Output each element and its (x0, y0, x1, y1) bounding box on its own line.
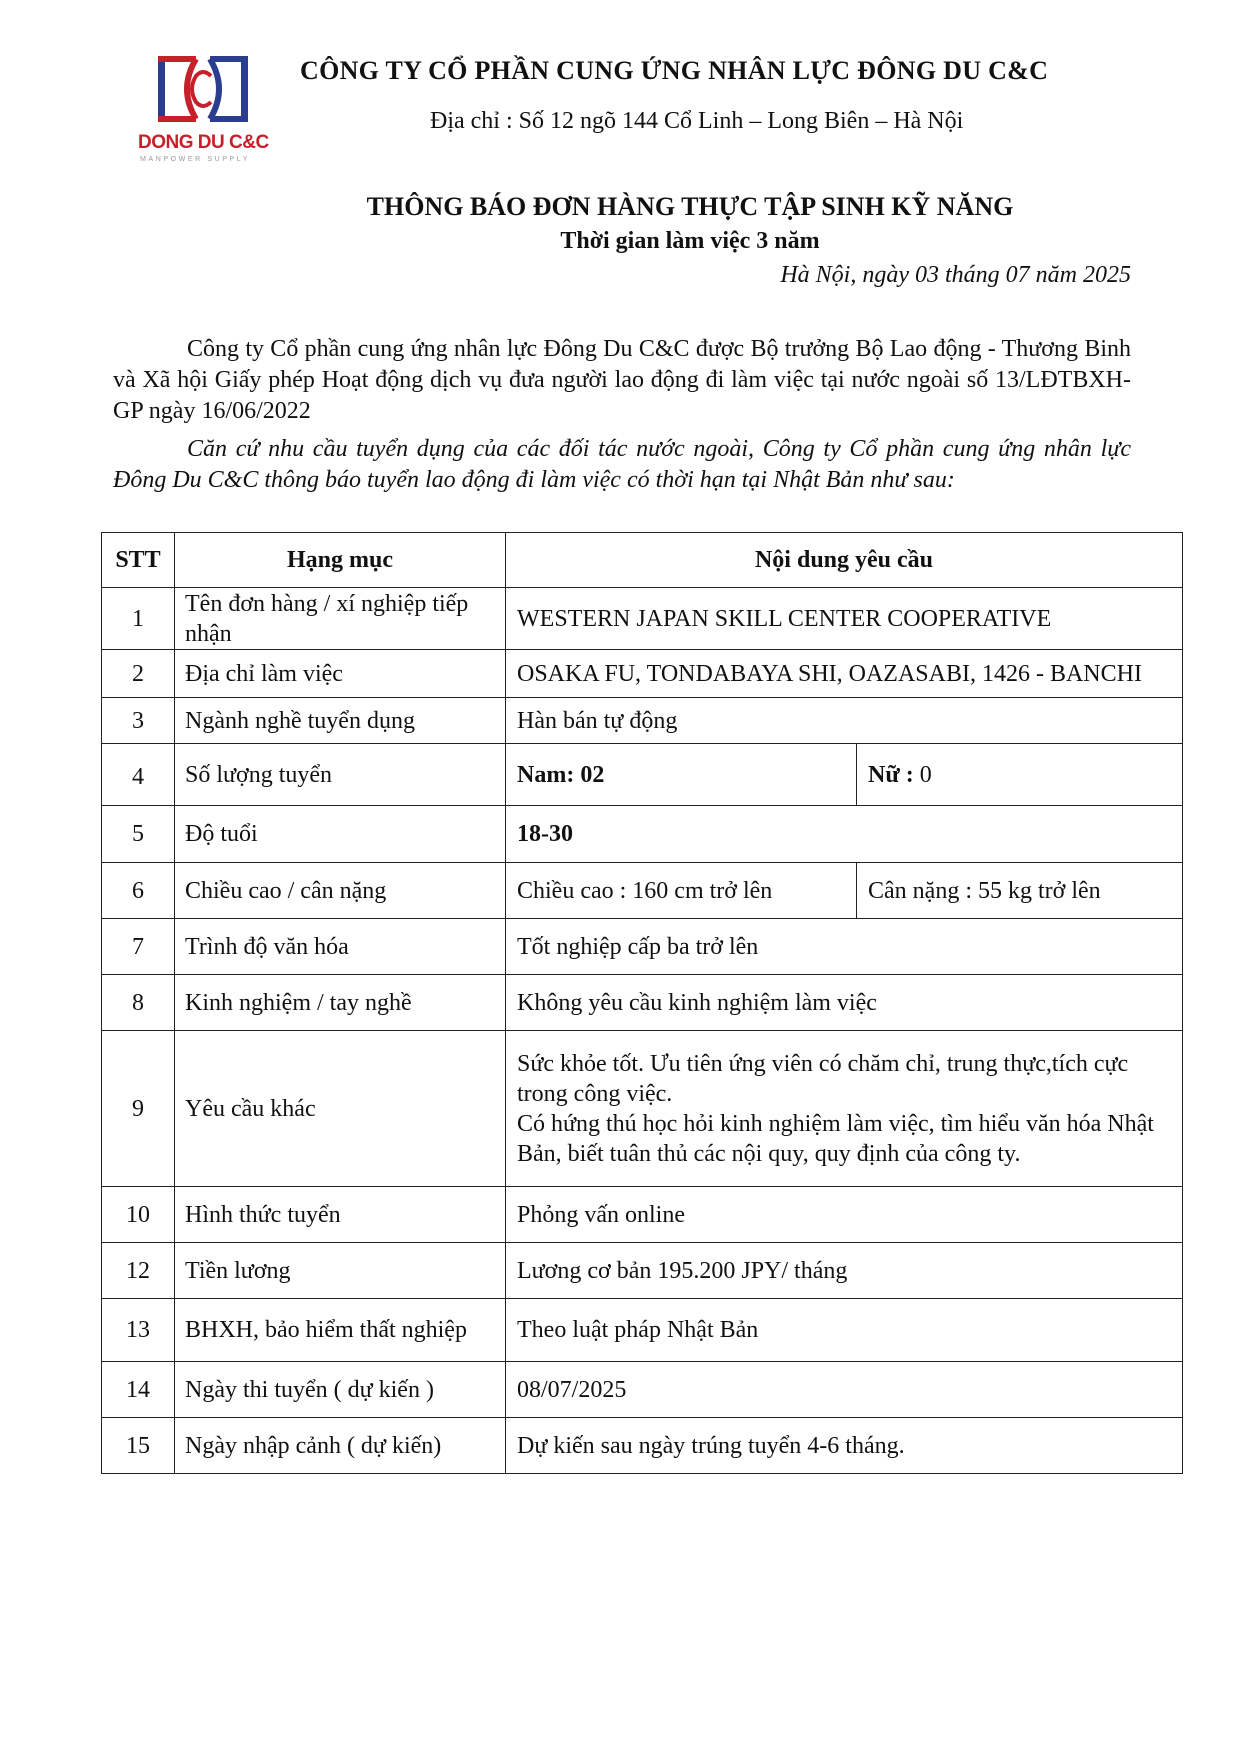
table-row (102, 1243, 1183, 1299)
header-content: Nội dung yêu cầu (506, 533, 1183, 588)
row-stt: 15 (102, 1418, 175, 1474)
row-category: Số lượng tuyển (175, 744, 506, 806)
logo-mark-icon (128, 50, 278, 134)
row-category: Độ tuổi (175, 806, 506, 863)
row-value: Lương cơ bản 195.200 JPY/ tháng (506, 1243, 1183, 1299)
row-value: WESTERN JAPAN SKILL CENTER COOPERATIVE (506, 588, 1183, 650)
logo-text: DONG DU C&C (138, 132, 269, 153)
row-category: Chiều cao / cân nặng (175, 863, 506, 919)
requirement-line-2: Có hứng thú học hỏi kinh nghiệm làm việc, tìm hiểu văn hóa Nhật Bản, biết tuân thủ các nội quy, quy định của công ty. (517, 1110, 1154, 1167)
row-value: Phỏng vấn online (506, 1187, 1183, 1243)
row-category: Yêu cầu khác (175, 1031, 506, 1187)
row-stt: 13 (102, 1299, 175, 1362)
table-row (102, 698, 1183, 744)
row-category: Ngày thi tuyển ( dự kiến ) (175, 1362, 506, 1418)
company-logo (128, 50, 278, 166)
row-category: Kinh nghiệm / tay nghề (175, 975, 506, 1031)
row-value: 18-30 (506, 806, 1183, 863)
row-value: Tốt nghiệp cấp ba trở lên (506, 919, 1183, 975)
row-value: Theo luật pháp Nhật Bản (506, 1299, 1183, 1362)
header-stt: STT (102, 533, 175, 588)
row-stt: 14 (102, 1362, 175, 1418)
table-row (102, 1362, 1183, 1418)
row-category: Tên đơn hàng / xí nghiệp tiếp nhận (175, 588, 506, 650)
row-value: OSAKA FU, TONDABAYA SHI, OAZASABI, 1426 - BANCHI (506, 650, 1183, 698)
row-stt: 12 (102, 1243, 175, 1299)
table-header-row (102, 533, 1183, 588)
company-address: Địa chỉ : Số 12 ngõ 144 Cổ Linh – Long Biên – Hà Nội (430, 108, 964, 134)
table-row (102, 863, 1183, 919)
basis-paragraph: Căn cứ nhu cầu tuyển dụng của các đối tác nước ngoài, Công ty Cổ phần cung ứng nhân lực Đông Du C&C thông báo tuyển lao động đi làm việc có thời hạn tại Nhật Bản như sau: (113, 436, 1131, 493)
table-row (102, 975, 1183, 1031)
row-stt: 4 (102, 744, 175, 806)
row-stt: 2 (102, 650, 175, 698)
row-category: Ngành nghề tuyển dụng (175, 698, 506, 744)
female-quota-value: 0 (919, 761, 932, 788)
row-stt: 8 (102, 975, 175, 1031)
requirements-table (101, 532, 1183, 1474)
row-category: Hình thức tuyển (175, 1187, 506, 1243)
intro-paragraph: Công ty Cổ phần cung ứng nhân lực Đông Du C&C được Bộ trưởng Bộ Lao động - Thương Binh và Xã hội Giấy phép Hoạt động dịch vụ đưa người lao động đi làm việc tại nước ngoài số 13/LĐTBXH-GP ngày 16/06/2022 (113, 336, 1131, 424)
female-quota (857, 744, 1183, 806)
male-quota: Nam: 02 (506, 744, 857, 806)
table-row (102, 744, 1183, 806)
row-category: Địa chỉ làm việc (175, 650, 506, 698)
row-value (506, 1031, 1183, 1187)
weight-requirement: Cân nặng : 55 kg trở lên (857, 863, 1183, 919)
table-row (102, 1187, 1183, 1243)
row-stt: 6 (102, 863, 175, 919)
table-row (102, 1418, 1183, 1474)
document-title: THÔNG BÁO ĐƠN HÀNG THỰC TẬP SINH KỸ NĂNG (366, 192, 1014, 221)
table-row (102, 919, 1183, 975)
female-quota-label: Nữ : (868, 761, 914, 788)
row-value: Không yêu cầu kinh nghiệm làm việc (506, 975, 1183, 1031)
row-value: Dự kiến sau ngày trúng tuyển 4-6 tháng. (506, 1418, 1183, 1474)
logo-tagline: MANPOWER SUPPLY (140, 156, 251, 163)
row-stt: 3 (102, 698, 175, 744)
row-category: Tiền lương (175, 1243, 506, 1299)
document-date: Hà Nội, ngày 03 tháng 07 năm 2025 (780, 262, 1131, 288)
row-stt: 1 (102, 588, 175, 650)
row-value: Hàn bán tự động (506, 698, 1183, 744)
row-stt: 10 (102, 1187, 175, 1243)
table-row (102, 1299, 1183, 1362)
table-row (102, 1031, 1183, 1187)
row-stt: 7 (102, 919, 175, 975)
document-subtitle: Thời gian làm việc 3 năm (560, 228, 820, 254)
row-stt: 9 (102, 1031, 175, 1187)
row-category: BHXH, bảo hiểm thất nghiệp (175, 1299, 506, 1362)
row-value: 08/07/2025 (506, 1362, 1183, 1418)
requirement-line-1: Sức khỏe tốt. Ưu tiên ứng viên có chăm chỉ, trung thực,tích cực trong công việc. (517, 1050, 1129, 1107)
table-row (102, 650, 1183, 698)
height-requirement: Chiều cao : 160 cm trở lên (506, 863, 857, 919)
row-category: Ngày nhập cảnh ( dự kiến) (175, 1418, 506, 1474)
company-name: CÔNG TY CỔ PHẦN CUNG ỨNG NHÂN LỰC ĐÔNG DU C&C (300, 56, 1049, 85)
row-stt: 5 (102, 806, 175, 863)
row-category: Trình độ văn hóa (175, 919, 506, 975)
header-category: Hạng mục (175, 533, 506, 588)
table-row (102, 806, 1183, 863)
table-row (102, 588, 1183, 650)
